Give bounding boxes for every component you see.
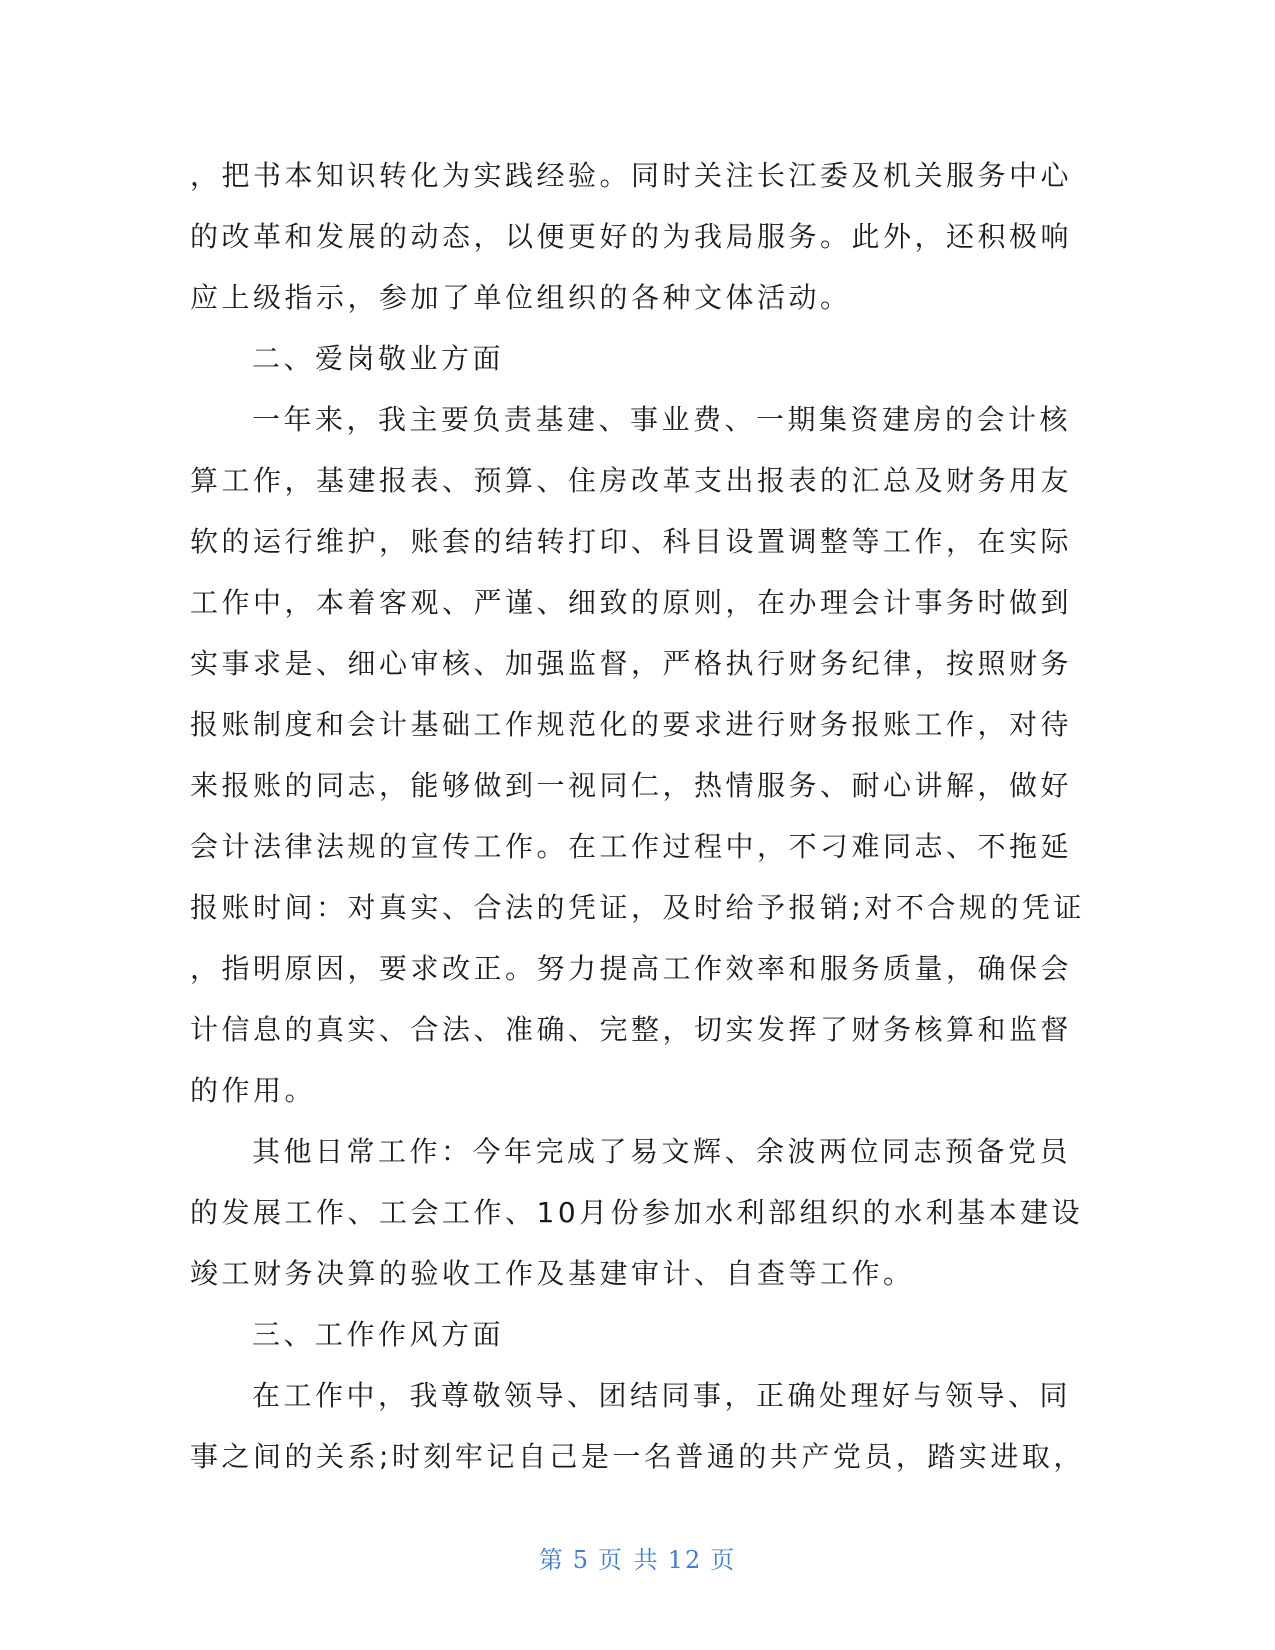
text-line: 会计法律法规的宣传工作。在工作过程中，不刁难同志、不拖延 [190, 830, 1073, 863]
text-line: 竣工财务决算的验收工作及基建审计、自查等工作。 [190, 1257, 915, 1290]
footer-suffix: 页 [710, 1546, 737, 1574]
text-line: 应上级指示，参加了单位组织的各种文体活动。 [190, 281, 852, 314]
text-line: 的发展工作、工会工作、10月份参加水利部组织的水利基本建设 [190, 1196, 1084, 1229]
text-line: 一年来，我主要负责基建、事业费、一期集资建房的会计核 [252, 403, 1072, 436]
text-line: 算工作，基建报表、预算、住房改革支出报表的汇总及财务用友 [190, 464, 1073, 497]
total-pages-number: 12 [667, 1546, 703, 1574]
document-body [190, 145, 1085, 1487]
section-heading: 二、爱岗敬业方面 [252, 342, 505, 375]
current-page-number: 5 [572, 1546, 591, 1574]
text-line: 的改革和发展的动态，以便更好的为我局服务。此外，还积极响 [190, 220, 1073, 253]
text-line: 实事求是、细心审核、加强监督，严格执行财务纪律，按照财务 [190, 647, 1073, 680]
page-footer [0, 1540, 1275, 1575]
text-line: 软的运行维护，账套的结转打印、科目设置调整等工作，在实际 [190, 525, 1073, 558]
footer-prefix: 第 [538, 1546, 565, 1574]
text-line: 报账制度和会计基础工作规范化的要求进行财务报账工作，对待 [190, 708, 1073, 741]
footer-middle: 页 共 [598, 1546, 660, 1574]
text-line: 工作中，本着客观、严谨、细致的原则，在办理会计事务时做到 [190, 586, 1073, 619]
text-line: 报账时间：对真实、合法的凭证，及时给予报销;对不合规的凭证 [190, 891, 1085, 924]
text-line: ，把书本知识转化为实践经验。同时关注长江委及机关服务中心 [190, 159, 1073, 192]
section-heading: 三、工作作风方面 [252, 1318, 505, 1351]
text-line: 其他日常工作：今年完成了易文辉、余波两位同志预备党员 [252, 1135, 1072, 1168]
text-line: 事之间的关系;时刻牢记自己是一名普通的共产党员，踏实进取， [190, 1440, 1085, 1473]
text-line: 来报账的同志，能够做到一视同仁，热情服务、耐心讲解，做好 [190, 769, 1073, 802]
text-line: 在工作中，我尊敬领导、团结同事，正确处理好与领导、同 [252, 1379, 1072, 1412]
text-line: 计信息的真实、合法、准确、完整，切实发挥了财务核算和监督 [190, 1013, 1073, 1046]
text-line: 的作用。 [190, 1074, 317, 1107]
text-line: ，指明原因，要求改正。努力提高工作效率和服务质量，确保会 [190, 952, 1073, 985]
